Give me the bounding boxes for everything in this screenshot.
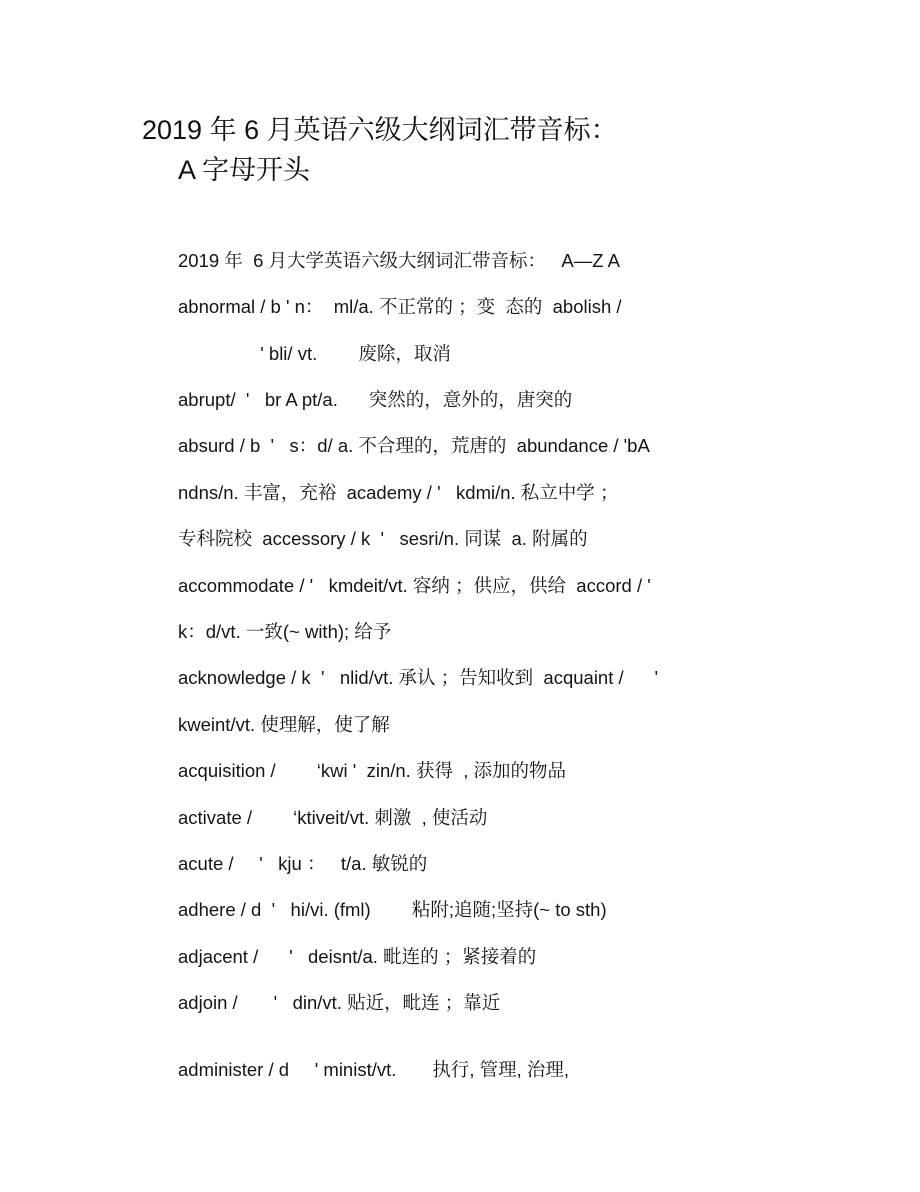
- vocab-line: ndns/n. 丰富，充裕 academy / ' kdmi/n. 私立中学 ；: [178, 482, 619, 503]
- vocab-line: acquisition / ‘kwi ' zin/n. 获得 , 添加的物品: [178, 760, 567, 781]
- vocab-line: ' bli/ vt. 废除，取消: [178, 343, 451, 364]
- vocab-line: adhere / d ' hi/vi. (fml) 粘附;追随;坚持(~ to sth): [178, 899, 607, 920]
- vocab-line: administer / d ' minist/vt. 执行, 管理, 治理,: [178, 1059, 570, 1080]
- vocab-line: 2019 年 6 月大学英语六级大纲词汇带音标： A—Z A: [178, 250, 621, 271]
- vocab-line: kweint/vt. 使理解，使了解: [178, 714, 390, 735]
- vocab-line: 专科院校 accessory / k ' sesri/n. 同谋 a. 附属的: [178, 528, 588, 549]
- vocab-line: acute / ' kju ： t/a. 敏锐的: [178, 853, 428, 874]
- vocab-line: abrupt/ ' br A pt/a. 突然的，意外的，唐突的: [178, 389, 573, 410]
- document-title-line-2: A 字母开头: [178, 155, 311, 185]
- vocab-line: acknowledge / k ' nlid/vt. 承认 ；告知收到 acquaint / ': [178, 667, 659, 688]
- vocab-line: accommodate / ' kmdeit/vt. 容纳 ；供应，供给 accord / ': [178, 575, 651, 596]
- document-title-line-1: 2019 年 6 月英语六级大纲词汇带音标：: [142, 115, 618, 145]
- vocab-line: adjoin / ' din/vt. 贴近，毗连 ；靠近: [178, 992, 501, 1013]
- vocab-line: k：d/vt. 一致(~ with); 给予: [178, 621, 392, 642]
- vocab-line: absurd / b ' s：d/ a. 不合理的，荒唐的 abundance / 'bA: [178, 435, 650, 456]
- vocab-line: activate / ‘ktiveit/vt. 刺激 , 使活动: [178, 807, 488, 828]
- vocab-line: adjacent / ' deisnt/a. 毗连的 ；紧接着的: [178, 946, 537, 967]
- vocab-line: abnormal / b ' n： ml/a. 不正常的 ；变 态的 abolish /: [178, 296, 622, 317]
